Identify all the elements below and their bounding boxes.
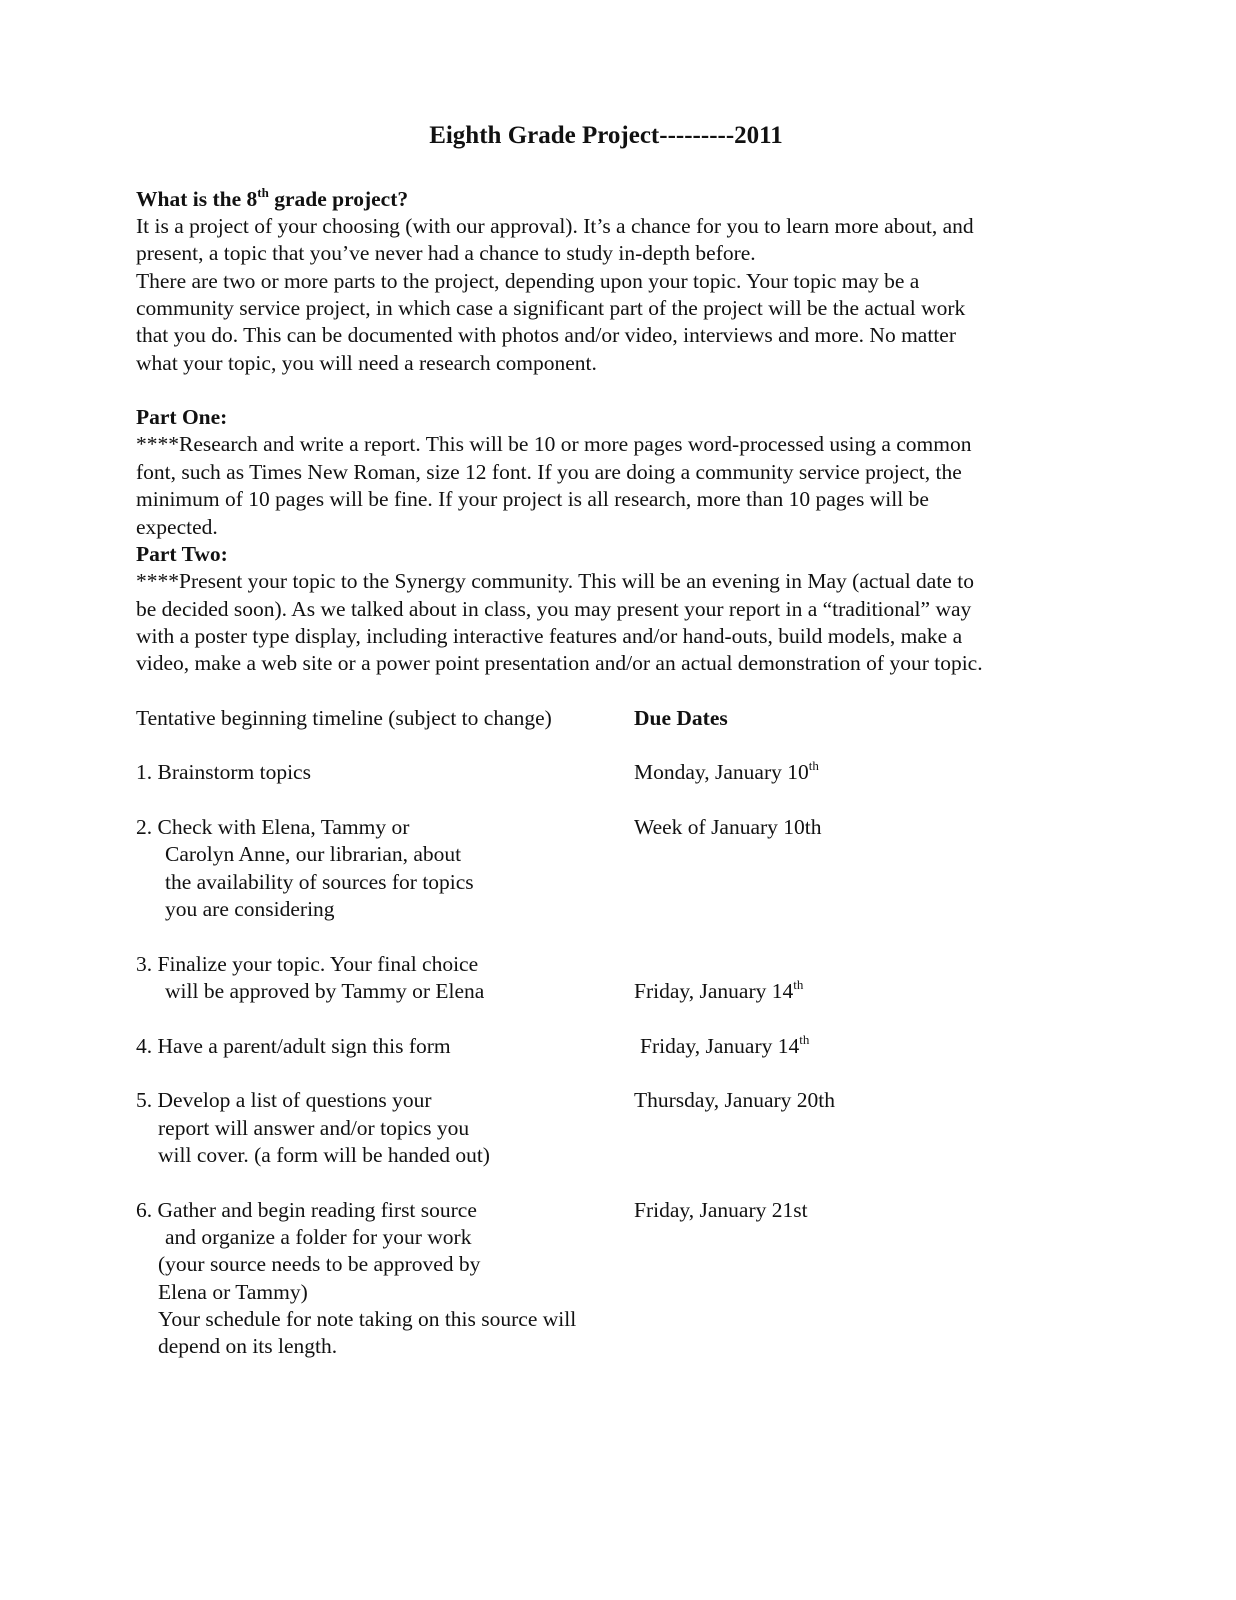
timeline-item-cont: will cover. (a form will be handed out): [158, 1143, 490, 1167]
part-one-line: font, such as Times New Roman, size 12 font. If you are doing a community service project, the: [136, 460, 962, 484]
timeline-item: 3. Finalize your topic. Your final choice: [136, 952, 479, 976]
part-two-line: with a poster type display, including interactive features and/or hand-outs, build models, make a: [136, 624, 963, 648]
intro-line: present, a topic that you’ve never had a chance to study in-depth before.: [136, 241, 756, 265]
due-date-text: Monday, January 10: [634, 760, 809, 784]
part-two-line: ****Present your topic to the Synergy community. This will be an evening in May (actual date to: [136, 569, 974, 593]
due-date-text: Friday, January 14: [634, 979, 794, 1003]
due-date-sup: th: [793, 977, 804, 992]
intro-heading-text: What is the 8: [136, 187, 258, 211]
part-one-line: ****Research and write a report. This will be 10 or more pages word-processed using a common: [136, 432, 972, 456]
timeline-item-cont: (your source needs to be approved by: [158, 1252, 481, 1276]
timeline-item-cont: depend on its length.: [158, 1334, 338, 1358]
timeline-item: 2. Check with Elena, Tammy or: [136, 815, 410, 839]
part-one-line: minimum of 10 pages will be fine. If your project is all research, more than 10 pages will be: [136, 487, 929, 511]
intro-line: There are two or more parts to the project, depending upon your topic. Your topic may be a: [136, 269, 920, 293]
timeline-item: 1. Brainstorm topics: [136, 760, 311, 784]
part-two-line: video, make a web site or a power point presentation and/or an actual demonstration of your topic.: [136, 651, 983, 675]
page-title: Eighth Grade Project---------2011: [429, 122, 783, 149]
due-dates-header: Due Dates: [634, 706, 728, 730]
timeline-item-cont: you are considering: [165, 897, 335, 921]
intro-heading-sup: th: [257, 185, 269, 200]
timeline-item: 5. Develop a list of questions your: [136, 1088, 432, 1112]
intro-line: community service project, in which case a significant part of the project will be the actual work: [136, 296, 966, 320]
part-one-heading: Part One:: [136, 405, 228, 429]
timeline-item: 6. Gather and begin reading first source: [136, 1198, 477, 1222]
intro-heading-text-end: grade project?: [268, 187, 409, 211]
timeline-item-cont: Carolyn Anne, our librarian, about: [165, 842, 462, 866]
due-date-sup: th: [808, 758, 819, 773]
intro-line: It is a project of your choosing (with our approval). It’s a chance for you to learn more about, and: [136, 214, 974, 238]
part-two-heading: Part Two:: [136, 542, 228, 566]
due-date: Friday, January 21st: [634, 1198, 808, 1222]
timeline-item-cont: Elena or Tammy): [158, 1280, 308, 1304]
timeline-item-cont: Your schedule for note taking on this source will: [158, 1307, 577, 1331]
due-date: Week of January 10th: [634, 815, 822, 839]
timeline-item-cont: will be approved by Tammy or Elena: [165, 979, 485, 1003]
due-date: [634, 978, 803, 1005]
intro-line: what your topic, you will need a research component.: [136, 351, 597, 375]
timeline-item-cont: and organize a folder for your work: [165, 1225, 472, 1249]
part-one-line: expected.: [136, 515, 218, 539]
timeline-item-cont: report will answer and/or topics you: [158, 1116, 470, 1140]
timeline-header: Tentative beginning timeline (subject to change): [136, 706, 552, 730]
timeline-item: 4. Have a parent/adult sign this form: [136, 1034, 451, 1058]
due-date: Thursday, January 20th: [634, 1088, 836, 1112]
part-two-line: be decided soon). As we talked about in class, you may present your report in a “traditional” way: [136, 597, 972, 621]
due-date-sup: th: [799, 1032, 810, 1047]
due-date: [634, 759, 819, 786]
intro-heading: [136, 186, 408, 213]
timeline-item-cont: the availability of sources for topics: [165, 870, 474, 894]
due-date: [640, 1033, 809, 1060]
due-date-text: Friday, January 14: [640, 1034, 800, 1058]
intro-line: that you do. This can be documented with photos and/or video, interviews and more. No matter: [136, 323, 957, 347]
